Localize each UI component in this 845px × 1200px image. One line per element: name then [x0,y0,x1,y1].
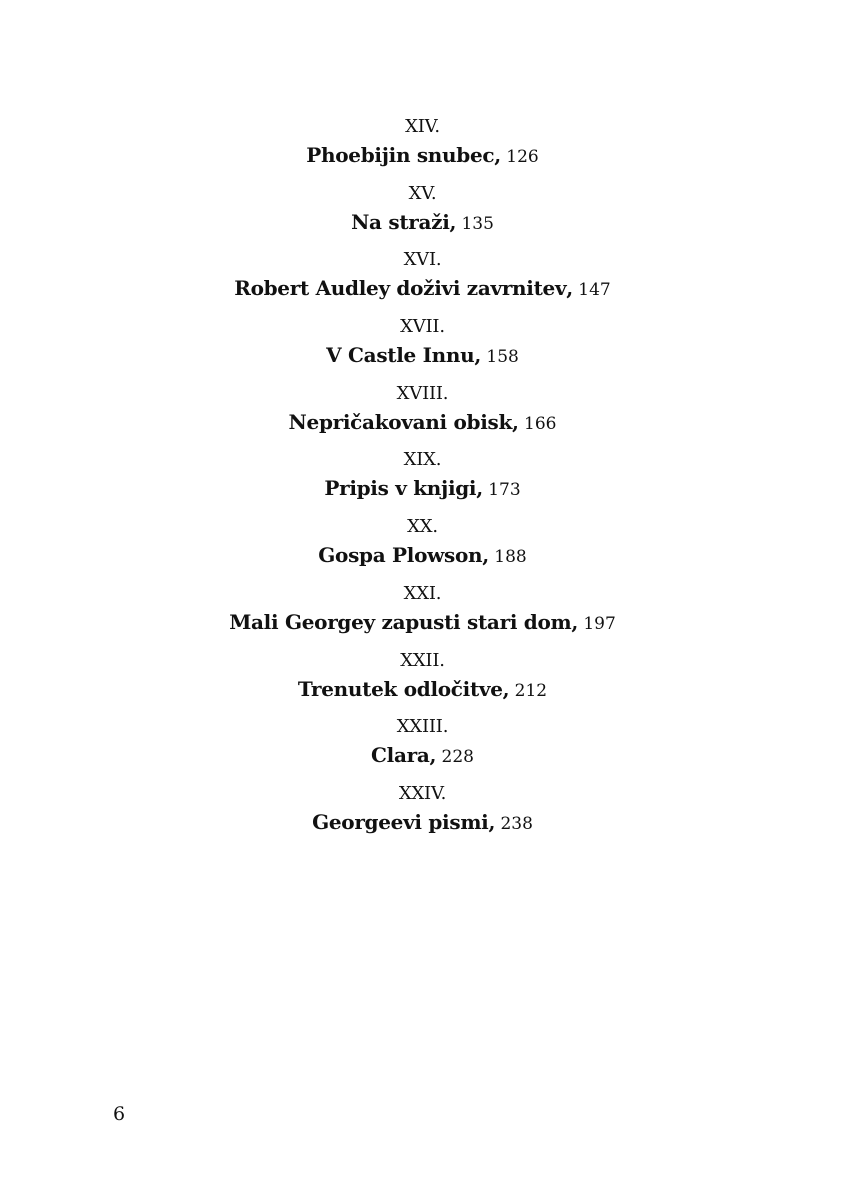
chapter-title-line: Gospa Plowson, 188 [318,543,527,568]
chapter-title: Phoebijin snubec [306,143,495,167]
toc-entry [0,181,845,248]
chapter-title: Georgeevi pismi [312,809,489,834]
chapter-title-line: Na straži, 135 [351,209,494,234]
chapter-numeral: XVI. [403,249,442,271]
chapter-title-line: V Castle Innu, 158 [326,343,519,368]
page-number: 6 [113,1103,126,1125]
chapter-title-line: Phoebijin snubec, 126 [306,143,539,167]
chapter-title: Robert Audley doživi zavrnitev [234,276,567,301]
chapter-title-line: Mali Georgey zapusti stari dom, 197 [229,609,616,634]
chapter-title: Nepričakovani obisk [288,409,513,434]
chapter-page: 197 [583,613,616,634]
chapter-numeral: XVII. [400,316,445,338]
chapter-page: 238 [500,813,533,834]
chapter-title: Trenutek odločitve [297,676,503,701]
chapter-numeral: XIV. [405,116,440,137]
chapter-page: 135 [461,213,494,234]
chapter-title-line: Robert Audley doživi zavrnitev, 147 [234,276,611,301]
chapter-title: Mali Georgey zapusti stari dom [229,609,572,634]
toc-entry [0,714,845,781]
chapter-numeral: XXII. [400,649,445,671]
chapter-title-line: Trenutek odločitve, 212 [297,676,548,701]
chapter-title: Na straži [351,209,450,234]
chapter-numeral: XV. [408,182,437,204]
toc-entry [0,114,845,181]
chapter-page: 126 [506,147,539,167]
toc-entry [0,447,845,514]
chapter-title-line: Clara, 228 [371,743,474,768]
chapter-numeral: XX. [407,516,438,538]
toc-entry [0,648,845,715]
chapter-page: 173 [488,480,521,501]
chapter-title-line: Pripis v knjigi, 173 [324,476,521,501]
table-of-contents [0,114,845,848]
chapter-page: 188 [494,547,527,568]
chapter-page: 166 [524,413,557,434]
chapter-page: 158 [486,347,519,368]
chapter-page: 228 [441,747,474,768]
toc-entry [0,381,845,448]
chapter-numeral: XVIII. [396,382,449,404]
chapter-numeral: XXIII. [396,716,449,738]
chapter-title-line: Nepričakovani obisk, 166 [288,409,557,434]
chapter-title: Clara [371,743,430,768]
toc-entry [0,514,845,581]
toc-entry [0,781,845,848]
chapter-title: Pripis v knjigi [324,476,477,501]
chapter-numeral: XXIV. [398,782,447,804]
toc-entry [0,314,845,381]
chapter-numeral: XIX. [403,449,442,471]
chapter-title-line: Georgeevi pismi, 238 [312,809,533,834]
chapter-title: Gospa Plowson [318,543,483,568]
toc-entry [0,581,845,648]
chapter-numeral: XXI. [403,582,442,604]
toc-entry [0,247,845,314]
chapter-page: 147 [578,280,611,301]
chapter-title: V Castle Innu [326,343,475,368]
chapter-page: 212 [514,680,548,701]
